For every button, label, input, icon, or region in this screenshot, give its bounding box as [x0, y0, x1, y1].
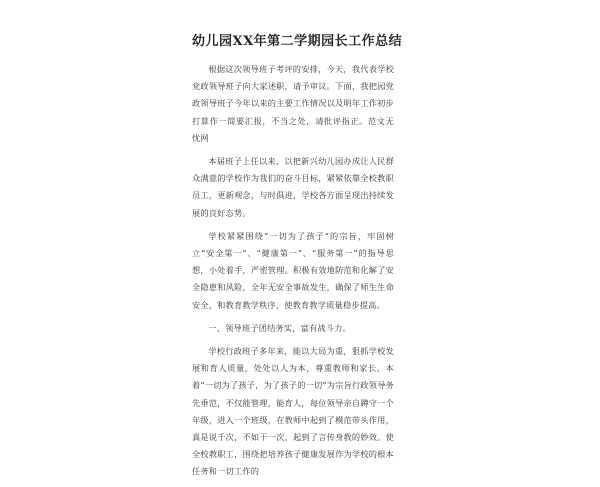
paragraph-intro: 根据这次领导班子考评的安排，今天，我代表学校党政领导班子向大家述职，请予审议。下面，我把园党政领导班子今年以来的主要工作情况以及明年工作初步打算作一简要汇报，不当之处，请批评指正。范文无 忧网 [192, 64, 394, 143]
document-body [192, 30, 403, 487]
section-heading-1: 一、领导班子团结务实，富有战斗力。 [208, 322, 351, 333]
paragraph-goal: 本届班子上任以来，以把新兴幼儿园办成让人民群众满意的学校作为我们的奋斗目标，紧紧依靠全校教职员工，更新观念，与时俱进，学校各方面呈现出持续发展的良好态势。 [192, 156, 394, 218]
paragraph-leadership: 学校行政班子多年来，能以大局为重，狠抓学校发展和育人质量，处处以人为本，尊重教师和家长，本着“一切为了孩子，为了孩子的一切”为宗旨行政领导务先垂范，不仅能管理，能育人，每位领导亲自蹲守一个年级，进入一个班级，在教师中起到了模范带头作用，真是说千次，不如干一次，起到了言传身教的妙效。使全校教职工，围绕把培养孩子健康发展作为学校的根本任务和一切工作的 [192, 346, 394, 477]
document-title: 幼儿园XX年第二学期园长工作总结 [192, 34, 403, 49]
paragraph-safety: 学校紧紧围绕“一切为了孩子”的宗旨，牢固树立“安全第一”、“健康第一”、“服务第一”的指导思想，小处着手，严密管理。积极有效地防范和化解了安全隐患和风险，全年无安全事故发生，确保了师生生命安全，和教育教学秩序，使教育教学质量稳步提高。 [192, 230, 394, 310]
